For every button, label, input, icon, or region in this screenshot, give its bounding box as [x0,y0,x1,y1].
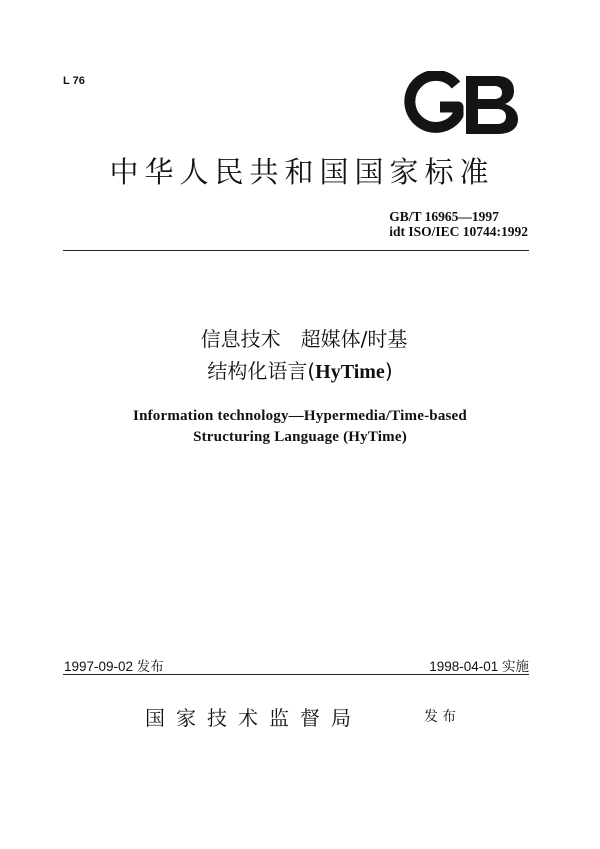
issue-date: 1997-09-02 发布 [64,659,164,674]
chinese-title-suffix: ) [384,359,393,383]
implementation-date: 1998-04-01 实施 [429,659,529,674]
chinese-title-prefix: 结构化语言( [207,359,316,383]
publish-label: 发布 [424,709,460,725]
chinese-title-line-2 [0,355,600,384]
standard-equivalence: idt ISO/IEC 10744:1992 [389,224,528,239]
logo-letter-b [466,76,518,134]
chinese-title-latin: HyTime [315,361,385,383]
standard-code-block [389,209,528,239]
classification-code: L 76 [63,75,85,87]
english-title-line-2: Structuring Language (HyTime) [193,429,407,445]
top-divider [63,250,529,251]
english-title-line-1: Information technology—Hypermedia/Time-based [133,408,467,424]
bottom-divider [63,674,529,675]
main-title: 中华人民共和国国家标准 [109,155,495,189]
chinese-title-line-1: 信息技术 超媒体/时基 [200,327,408,351]
gb-logo [404,71,522,139]
standard-number: GB/T 16965—1997 [389,209,499,224]
logo-letter-g [410,75,458,127]
publisher-name: 国家技术监督局 [145,706,362,730]
